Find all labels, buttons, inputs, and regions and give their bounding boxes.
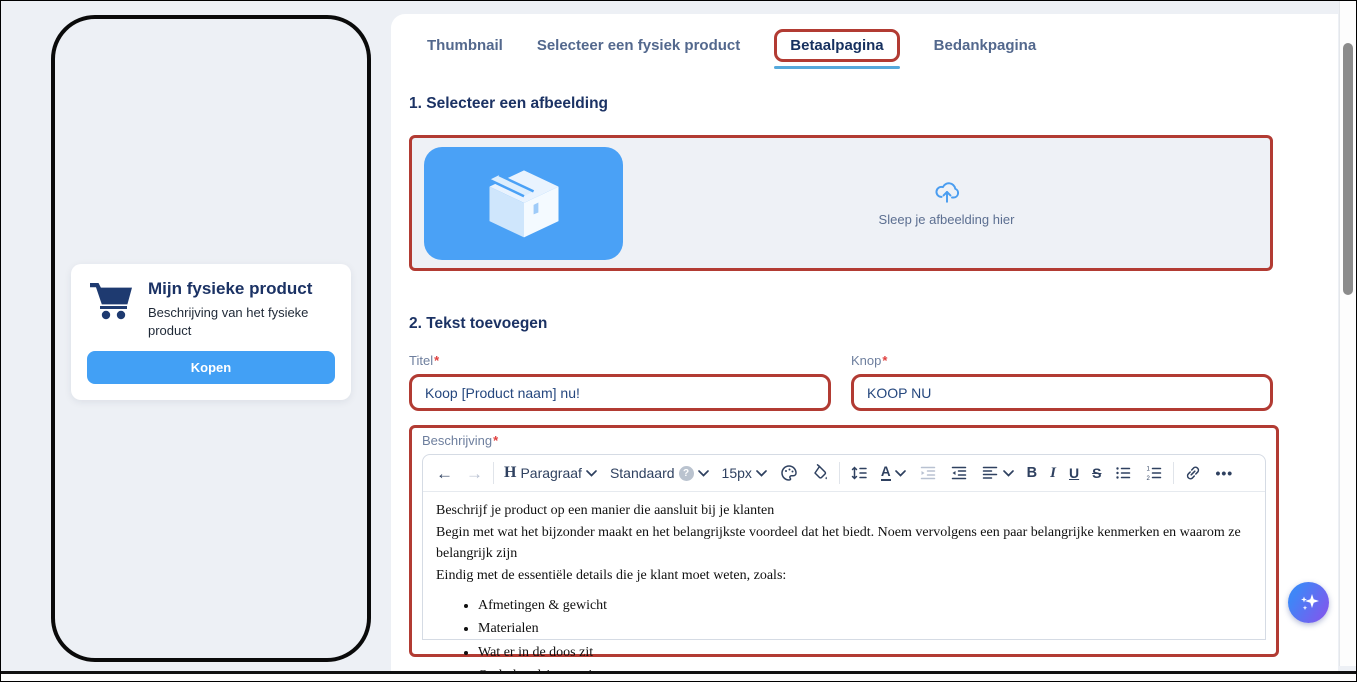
- buy-button[interactable]: Kopen: [87, 351, 335, 384]
- text-color-button[interactable]: [777, 462, 801, 484]
- vertical-scrollbar[interactable]: [1339, 1, 1356, 666]
- dropzone-hint: [623, 180, 1270, 227]
- heading-icon: H: [504, 464, 517, 481]
- list-item: • Afmetingen & gewicht: [478, 596, 1252, 616]
- bold-button[interactable]: B: [1024, 463, 1040, 483]
- sparkles-icon: [1296, 590, 1322, 616]
- strikethrough-button[interactable]: S: [1089, 463, 1104, 483]
- redo-button[interactable]: →: [463, 463, 486, 484]
- numbered-list-icon: [1145, 464, 1163, 482]
- annotation-highlight: Betaalpagina: [774, 29, 899, 62]
- dropzone-text: Sleep je afbeelding hier: [878, 211, 1015, 227]
- svg-text:2: 2: [1146, 476, 1151, 482]
- section-heading-image: 1. Selecteer een afbeelding: [409, 95, 609, 112]
- section-heading-text: 2. Tekst toevoegen: [409, 315, 548, 332]
- editor-paragraph: Beschrijf je product op een manier die aansluit bij je klanten: [436, 503, 775, 518]
- toolbar-divider: [493, 462, 494, 484]
- product-preview-card: [71, 264, 351, 400]
- undo-button[interactable]: ←: [433, 463, 456, 484]
- outdent-button[interactable]: [916, 462, 940, 484]
- tab-content: [391, 69, 1275, 660]
- line-height-button[interactable]: [847, 462, 871, 484]
- underline-button[interactable]: U: [1066, 463, 1082, 483]
- required-asterisk: *: [882, 353, 888, 368]
- indent-icon: [950, 464, 968, 482]
- product-description: Beschrijving van het fysieke product: [148, 305, 309, 338]
- indent-button[interactable]: [947, 462, 971, 484]
- upload-cloud-icon: [934, 180, 960, 209]
- font-size-dropdown[interactable]: 15px: [719, 463, 770, 483]
- editor-paragraph: Begin met wat het bijzonder maakt en het belangrijkste voordeel dat het biedt. Noem vervolgens een paar belangrijke kenmerken en waarom ze belangrijk zijn: [436, 525, 1241, 561]
- underlined-a-icon: A: [881, 465, 891, 482]
- tab-thumbnail[interactable]: Thumbnail: [427, 37, 503, 54]
- link-icon: [1184, 464, 1202, 482]
- chevron-down-icon: [1003, 470, 1014, 477]
- chevron-down-icon: [586, 470, 597, 477]
- editor-content[interactable]: [423, 492, 1265, 696]
- align-left-icon: [981, 464, 999, 482]
- toolbar-divider: [839, 462, 840, 484]
- bullet-list-icon: [1114, 464, 1132, 482]
- title-label: Titel*: [409, 353, 440, 368]
- required-asterisk: *: [434, 353, 440, 368]
- scrollbar-thumb[interactable]: [1343, 43, 1353, 295]
- button-text-input[interactable]: [851, 374, 1273, 411]
- outdent-icon: [919, 464, 937, 482]
- description-field-group: [409, 425, 1279, 660]
- link-button[interactable]: [1181, 462, 1205, 484]
- editor-paragraph: Eindig met de essentiële details die je klant moet weten, zoals:: [436, 567, 787, 583]
- selected-image-tile[interactable]: [424, 147, 623, 260]
- button-label: Knop*: [851, 353, 888, 368]
- shopping-cart-icon: [87, 279, 135, 326]
- editor-panel: [391, 14, 1338, 671]
- rich-text-editor: [422, 454, 1266, 660]
- more-options-button[interactable]: •••: [1212, 463, 1236, 483]
- line-height-icon: [850, 464, 868, 482]
- title-field-group: [409, 353, 831, 411]
- toolbar-divider: [1173, 462, 1174, 484]
- tab-bar: [391, 14, 1338, 69]
- product-title: Mijn fysieke product: [148, 279, 313, 298]
- italic-button[interactable]: I: [1047, 463, 1059, 484]
- paint-bucket-icon: [811, 464, 829, 482]
- bullet-list-button[interactable]: [1111, 462, 1135, 484]
- alignment-dropdown[interactable]: [978, 462, 1017, 484]
- character-style-dropdown[interactable]: [878, 463, 909, 484]
- chevron-down-icon: [698, 470, 709, 477]
- tab-select-physical-product[interactable]: Selecteer een fysiek product: [536, 37, 741, 54]
- image-dropzone[interactable]: [409, 135, 1273, 271]
- button-field-group: [851, 353, 1273, 411]
- paragraph-format-dropdown[interactable]: H Paragraaf: [501, 462, 600, 484]
- package-box-icon: [478, 155, 570, 252]
- palette-icon: [780, 464, 798, 482]
- description-label: Beschrijving*: [422, 433, 499, 448]
- active-tab-underline: [774, 66, 899, 69]
- list-item: • Materialen: [478, 619, 1252, 639]
- background-color-button[interactable]: [808, 462, 832, 484]
- help-badge: ?: [679, 466, 694, 481]
- chevron-down-icon: [895, 470, 906, 477]
- title-input[interactable]: [409, 374, 831, 411]
- numbered-list-button[interactable]: [1142, 462, 1166, 484]
- tab-betaalpagina[interactable]: [774, 29, 899, 69]
- preview-panel: [1, 1, 391, 673]
- tab-bedankpagina[interactable]: Bedankpagina: [933, 37, 1037, 54]
- svg-text:1: 1: [1146, 466, 1151, 473]
- font-family-dropdown[interactable]: Standaard ?: [607, 463, 712, 483]
- phone-mockup: [51, 15, 371, 662]
- list-item: • Wat er in de doos zit: [478, 643, 1252, 663]
- required-asterisk: *: [493, 433, 499, 448]
- ai-assistant-button[interactable]: [1288, 582, 1329, 623]
- editor-toolbar: [423, 455, 1265, 492]
- chevron-down-icon: [756, 470, 767, 477]
- window-bottom-strip: [1, 674, 1356, 681]
